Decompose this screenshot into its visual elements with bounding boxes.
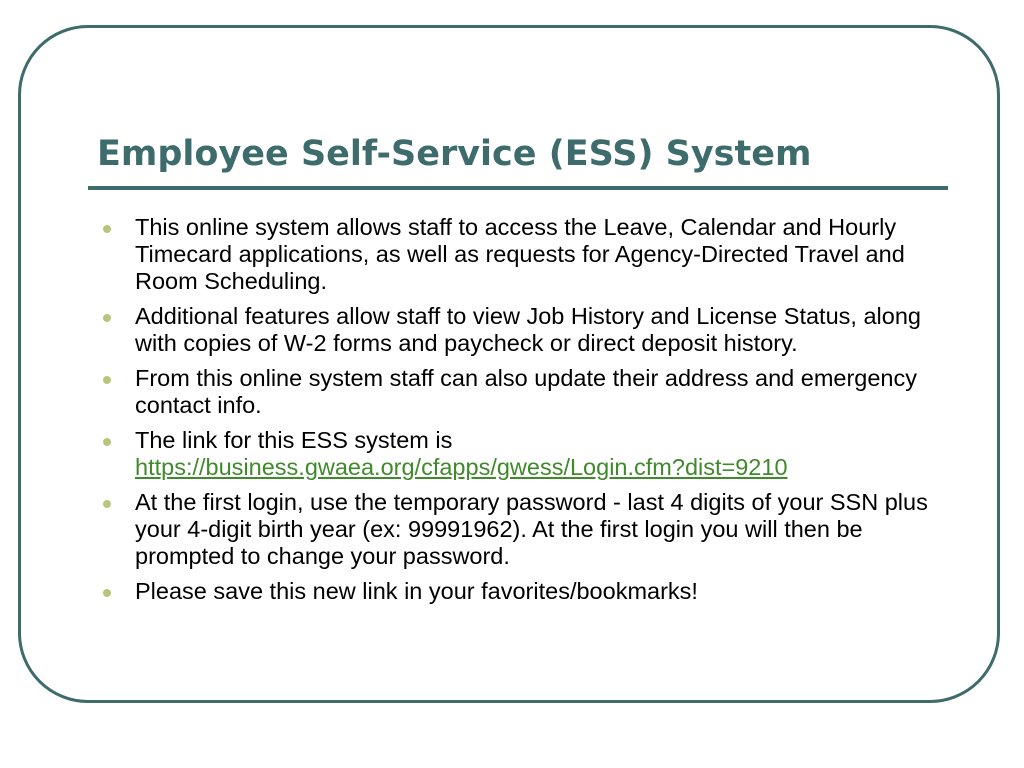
bullet-item-update-info: [103, 365, 933, 419]
bullet-dot-icon: [103, 376, 111, 384]
bullet-item-first-login: [103, 489, 933, 570]
title-underline: [88, 186, 948, 190]
bullet-text: Additional features allow staff to view Job History and License Status, along with copies of W-2 forms and paycheck or direct deposit history.: [135, 303, 921, 356]
ess-login-link[interactable]: https://business.gwaea.org/cfapps/gwess/Login.cfm?dist=9210: [135, 454, 788, 480]
bullet-item-features: [103, 303, 933, 357]
bullet-dot-icon: [103, 589, 111, 597]
bullet-item-save-link: [103, 578, 933, 605]
bullet-item-overview: [103, 214, 933, 295]
bullet-dot-icon: [103, 225, 111, 233]
bullet-item-link: [103, 427, 933, 481]
slide-title: Employee Self-Service (ESS) System: [97, 134, 812, 174]
bullet-dot-icon: [103, 438, 111, 446]
bullet-text: Please save this new link in your favorites/bookmarks!: [135, 578, 698, 604]
bullet-list: [103, 214, 933, 613]
bullet-dot-icon: [103, 314, 111, 322]
bullet-dot-icon: [103, 500, 111, 508]
bullet-text: The link for this ESS system is: [135, 427, 453, 453]
bullet-text: From this online system staff can also update their address and emergency contact info.: [135, 365, 917, 418]
bullet-text: At the first login, use the temporary password - last 4 digits of your SSN plus your 4-digit birth year (ex: 99991962). At the first login you will then be prompted to change your password.: [135, 489, 928, 569]
bullet-text: This online system allows staff to access the Leave, Calendar and Hourly Timecard applications, as well as requests for Agency-Directed Travel and Room Scheduling.: [135, 214, 905, 294]
